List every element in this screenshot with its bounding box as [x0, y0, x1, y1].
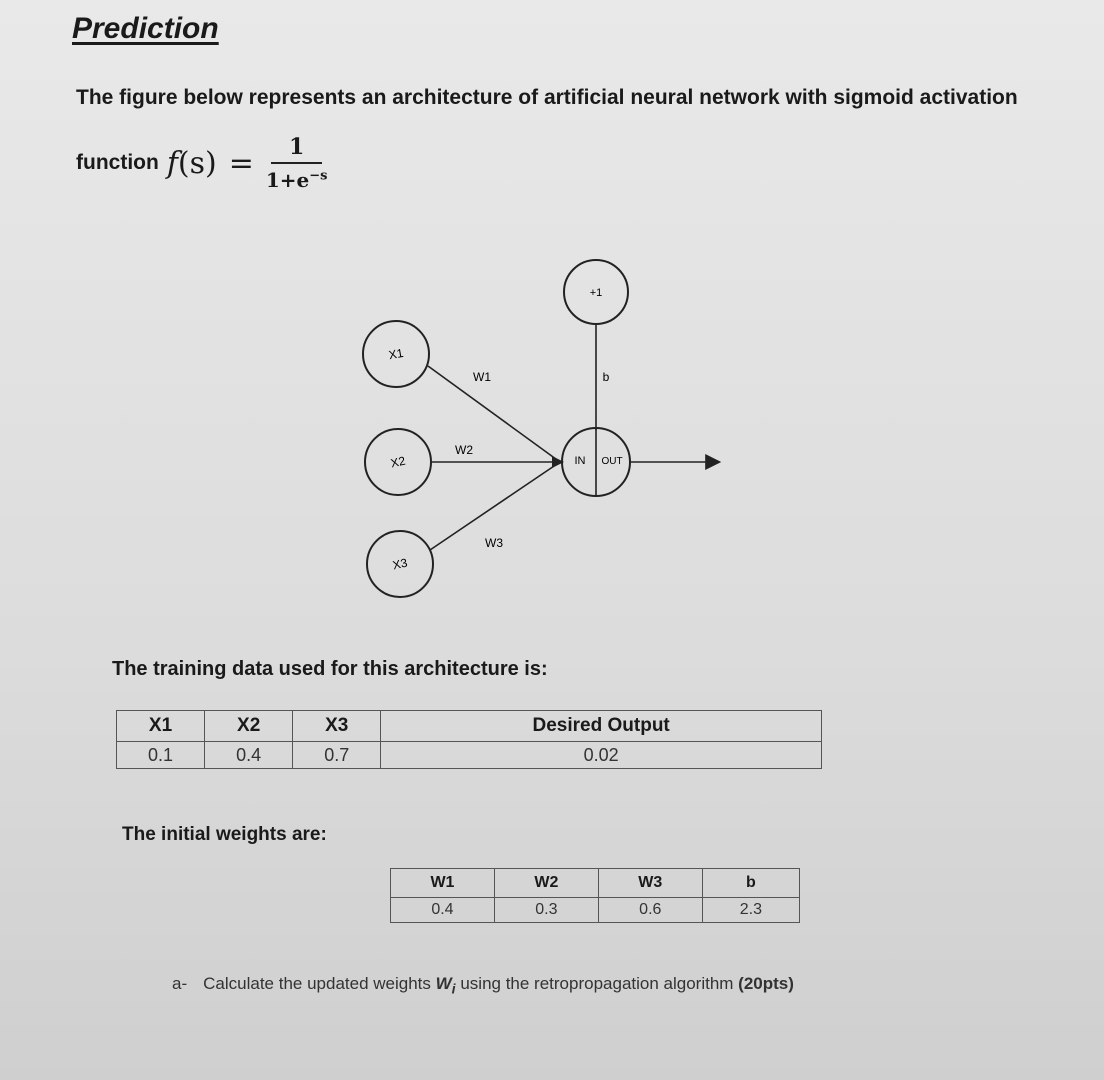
cell-x1: 0.1 — [117, 742, 205, 769]
cell-x3: 0.7 — [293, 742, 381, 769]
equals-sign: = — [228, 145, 254, 181]
sigmoid-formula — [76, 128, 328, 198]
header-w3: W3 — [598, 869, 702, 898]
weight-label-w3: W3 — [485, 536, 503, 550]
neuron-in-label: IN — [574, 455, 586, 467]
header-b: b — [702, 869, 799, 898]
header-x1: X1 — [117, 711, 205, 742]
question-text-after: using the retropropagation algorithm — [455, 974, 739, 993]
table-header-row — [391, 869, 800, 898]
network-diagram — [340, 250, 740, 610]
function-lhs — [167, 146, 217, 181]
function-argument: (s) — [177, 145, 217, 181]
cell-desired-output: 0.02 — [381, 742, 822, 769]
initial-weights-caption: The initial weights are: — [122, 824, 327, 845]
function-symbol: f — [166, 145, 178, 181]
question-points: (20pts) — [738, 974, 794, 993]
initial-weights-table — [390, 868, 800, 923]
fraction-denominator — [266, 164, 328, 192]
header-w1: W1 — [391, 869, 495, 898]
fraction-numerator: 1 — [271, 134, 322, 164]
input-label-x3: X3 — [391, 555, 409, 573]
denominator-exponent: −s — [309, 168, 328, 184]
neuron-out-label: OUT — [601, 456, 623, 467]
question-label: a- — [172, 974, 188, 993]
cell-w1: 0.4 — [391, 898, 495, 923]
question-text-before: Calculate the updated weights — [203, 974, 436, 993]
sigmoid-fraction — [266, 134, 328, 192]
table-row — [391, 898, 800, 923]
training-data-table — [116, 710, 822, 769]
denominator-base: 1+e — [265, 168, 310, 192]
weight-symbol: W — [435, 974, 452, 993]
edge-x1 — [428, 366, 560, 462]
cell-b: 2.3 — [702, 898, 799, 923]
header-x2: X2 — [205, 711, 293, 742]
header-x3: X3 — [293, 711, 381, 742]
cell-w2: 0.3 — [494, 898, 598, 923]
header-w2: W2 — [494, 869, 598, 898]
question-a — [172, 974, 794, 997]
weight-variable — [435, 974, 456, 998]
weight-label-w1: W1 — [473, 370, 491, 384]
bias-node-label: +1 — [589, 287, 603, 299]
function-word: function — [76, 151, 159, 174]
input-label-x1: X1 — [387, 345, 405, 363]
weight-subscript: i — [451, 981, 456, 998]
intro-text: The figure below represents an architecture of artificial neural network with sigmoid activation — [76, 86, 1018, 109]
training-data-caption: The training data used for this architecture is: — [112, 658, 548, 680]
table-row — [117, 742, 822, 769]
weight-label-w2: W2 — [455, 443, 473, 457]
table-header-row — [117, 711, 822, 742]
cell-x2: 0.4 — [205, 742, 293, 769]
bias-weight-label: b — [602, 370, 610, 384]
page-title: Prediction — [72, 12, 219, 45]
header-desired-output: Desired Output — [381, 711, 822, 742]
input-label-x2: X2 — [389, 453, 407, 471]
cell-w3: 0.6 — [598, 898, 702, 923]
